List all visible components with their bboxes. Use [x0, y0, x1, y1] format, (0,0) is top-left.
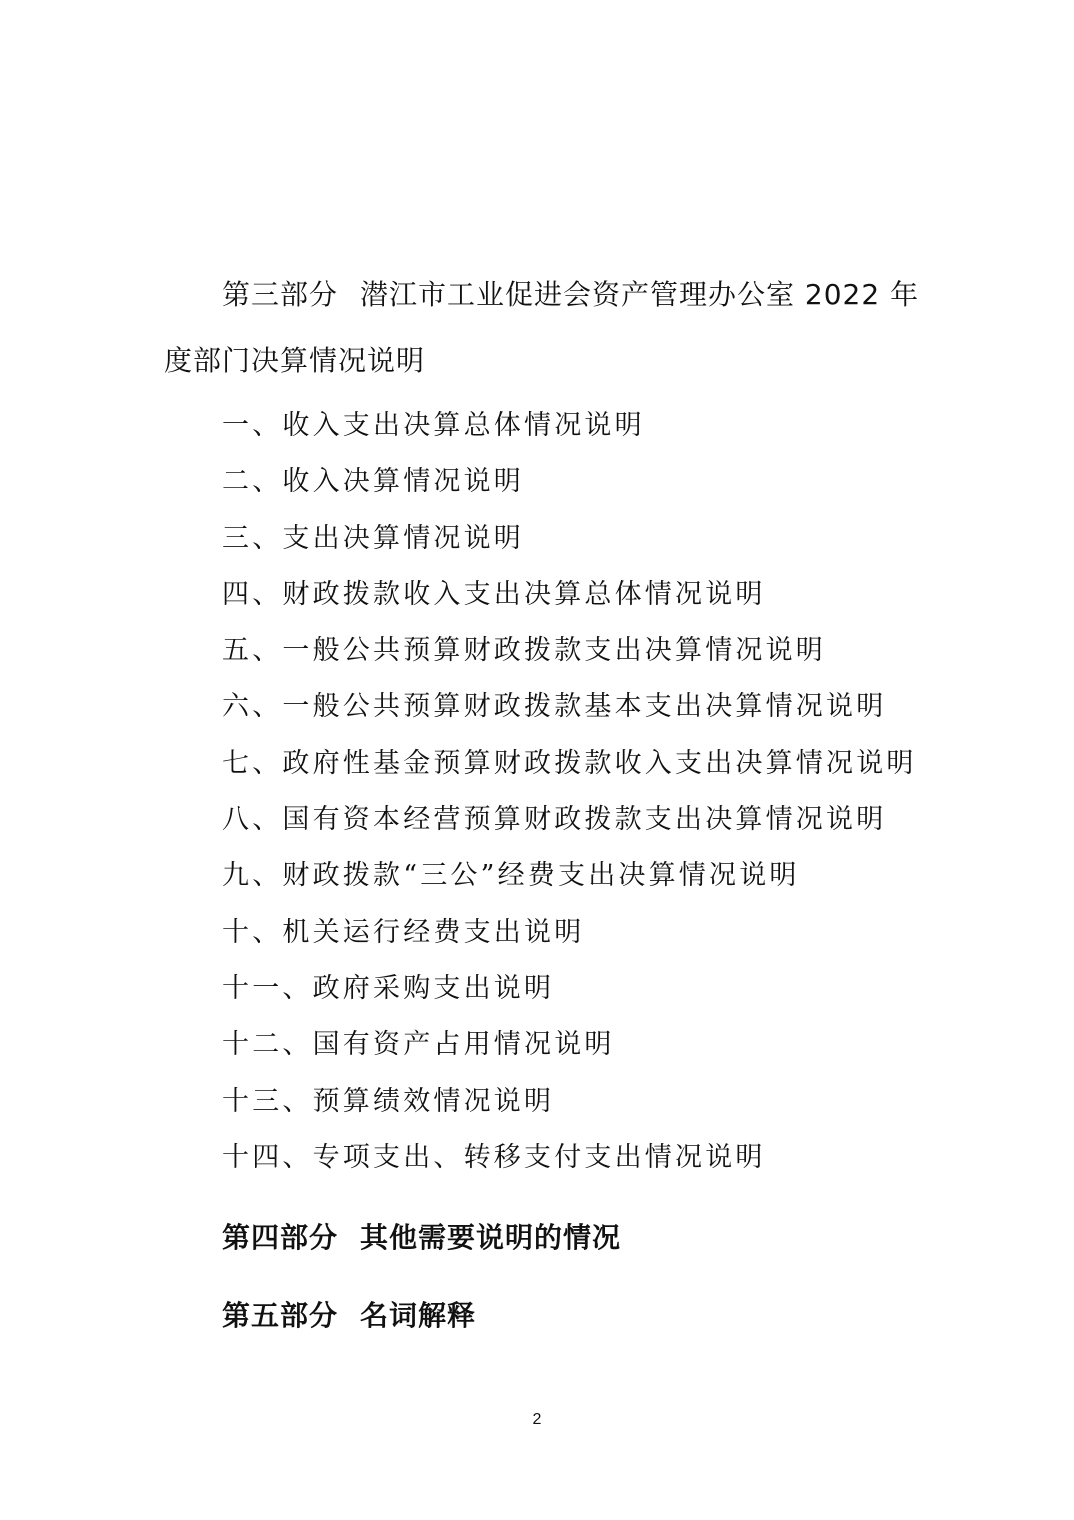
toc-item: 八、国有资本经营预算财政拨款支出决算情况说明: [222, 804, 887, 836]
part4-title: 其他需要说明的情况: [360, 1221, 622, 1254]
toc-item: 一、收入支出决算总体情况说明: [222, 410, 645, 441]
part5-label: 第五部分: [222, 1299, 339, 1332]
toc-item: 十三、预算绩效情况说明: [222, 1085, 555, 1117]
page-number: 2: [532, 1411, 542, 1428]
part3-title-line1: 潜江市工业促进会资产管理办公室 2022 年: [360, 278, 920, 311]
part3-label: 第三部分: [222, 278, 339, 311]
toc-list: [222, 398, 917, 1186]
toc-item: 三、支出决算情况说明: [222, 522, 524, 554]
part3-heading: [164, 262, 924, 394]
toc-item: 十二、国有资产占用情况说明: [222, 1029, 615, 1061]
part5-title: 名词解释: [360, 1299, 477, 1332]
toc-item: 十、机关运行经费支出说明: [222, 916, 585, 948]
toc-item: 十四、专项支出、转移支付支出情况说明: [222, 1141, 766, 1173]
toc-item: 六、一般公共预算财政拨款基本支出决算情况说明: [222, 691, 887, 723]
part5-heading: [222, 1296, 476, 1336]
toc-item: 四、财政拨款收入支出决算总体情况说明: [222, 578, 766, 610]
part4-heading: [222, 1218, 621, 1258]
part3-title-line2: 度部门决算情况说明: [164, 344, 426, 377]
part4-label: 第四部分: [222, 1221, 339, 1254]
toc-item: 十一、政府采购支出说明: [222, 972, 555, 1004]
toc-item: 二、收入决算情况说明: [222, 466, 524, 498]
toc-item: 七、政府性基金预算财政拨款收入支出决算情况说明: [222, 747, 917, 779]
toc-item: 九、财政拨款“三公”经费支出决算情况说明: [222, 860, 800, 892]
toc-item: 五、一般公共预算财政拨款支出决算情况说明: [222, 635, 826, 667]
